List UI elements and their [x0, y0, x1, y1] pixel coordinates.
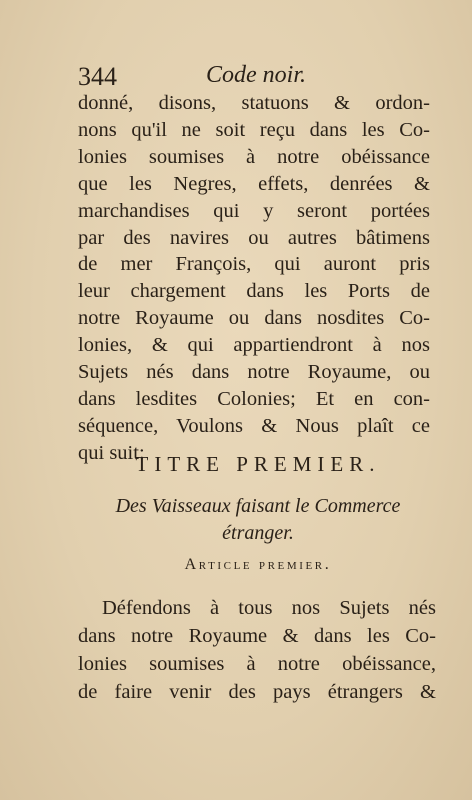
text-line: Sujets nés dans notre Royaume, ou — [78, 361, 430, 384]
text-line: que les Negres, effets, denrées & — [78, 172, 430, 195]
text-line: lonies soumises à notre obéissance, — [78, 653, 436, 675]
text-line: nons qu'il ne soit reçu dans les Co- — [78, 118, 430, 141]
text-line: Défendons à tous nos Sujets nés — [102, 597, 436, 619]
text-line: de faire venir des pays étrangers & — [78, 681, 436, 703]
text-line: lonies soumises à notre obéissance — [78, 145, 430, 168]
text-line: lonies, & qui appartiendront à nos — [78, 334, 430, 357]
subtitle-line: étranger. — [222, 522, 294, 544]
text-line: séquence, Voulons & Nous plaît ce — [78, 414, 430, 437]
section-subtitle — [78, 493, 438, 547]
text-line: dans notre Royaume & dans les Co- — [78, 625, 436, 647]
text-line: notre Royaume ou dans nosdites Co- — [78, 307, 430, 330]
section-title: TITRE PREMIER. — [135, 452, 381, 476]
text-line: donné, disons, statuons & ordon- — [78, 92, 430, 114]
text-line: par des navires ou autres bâtimens — [78, 226, 430, 249]
article-heading: Article premier. — [184, 556, 332, 573]
running-title: Code noir. — [206, 62, 307, 88]
text-line: de mer François, qui auront pris — [78, 253, 430, 276]
text-line: qui suit: — [78, 441, 145, 464]
page-number: 344 — [78, 62, 117, 91]
text-line: dans lesdites Colonies; Et en con- — [78, 387, 430, 410]
subtitle-line: Des Vaisseaux faisant le Commerce — [115, 495, 401, 517]
page-header — [78, 62, 438, 92]
text-line: marchandises qui y seront portées — [78, 199, 430, 222]
text-line: leur chargement dans les Ports de — [78, 280, 430, 303]
body-paragraph — [78, 90, 430, 467]
article-paragraph — [78, 594, 436, 706]
